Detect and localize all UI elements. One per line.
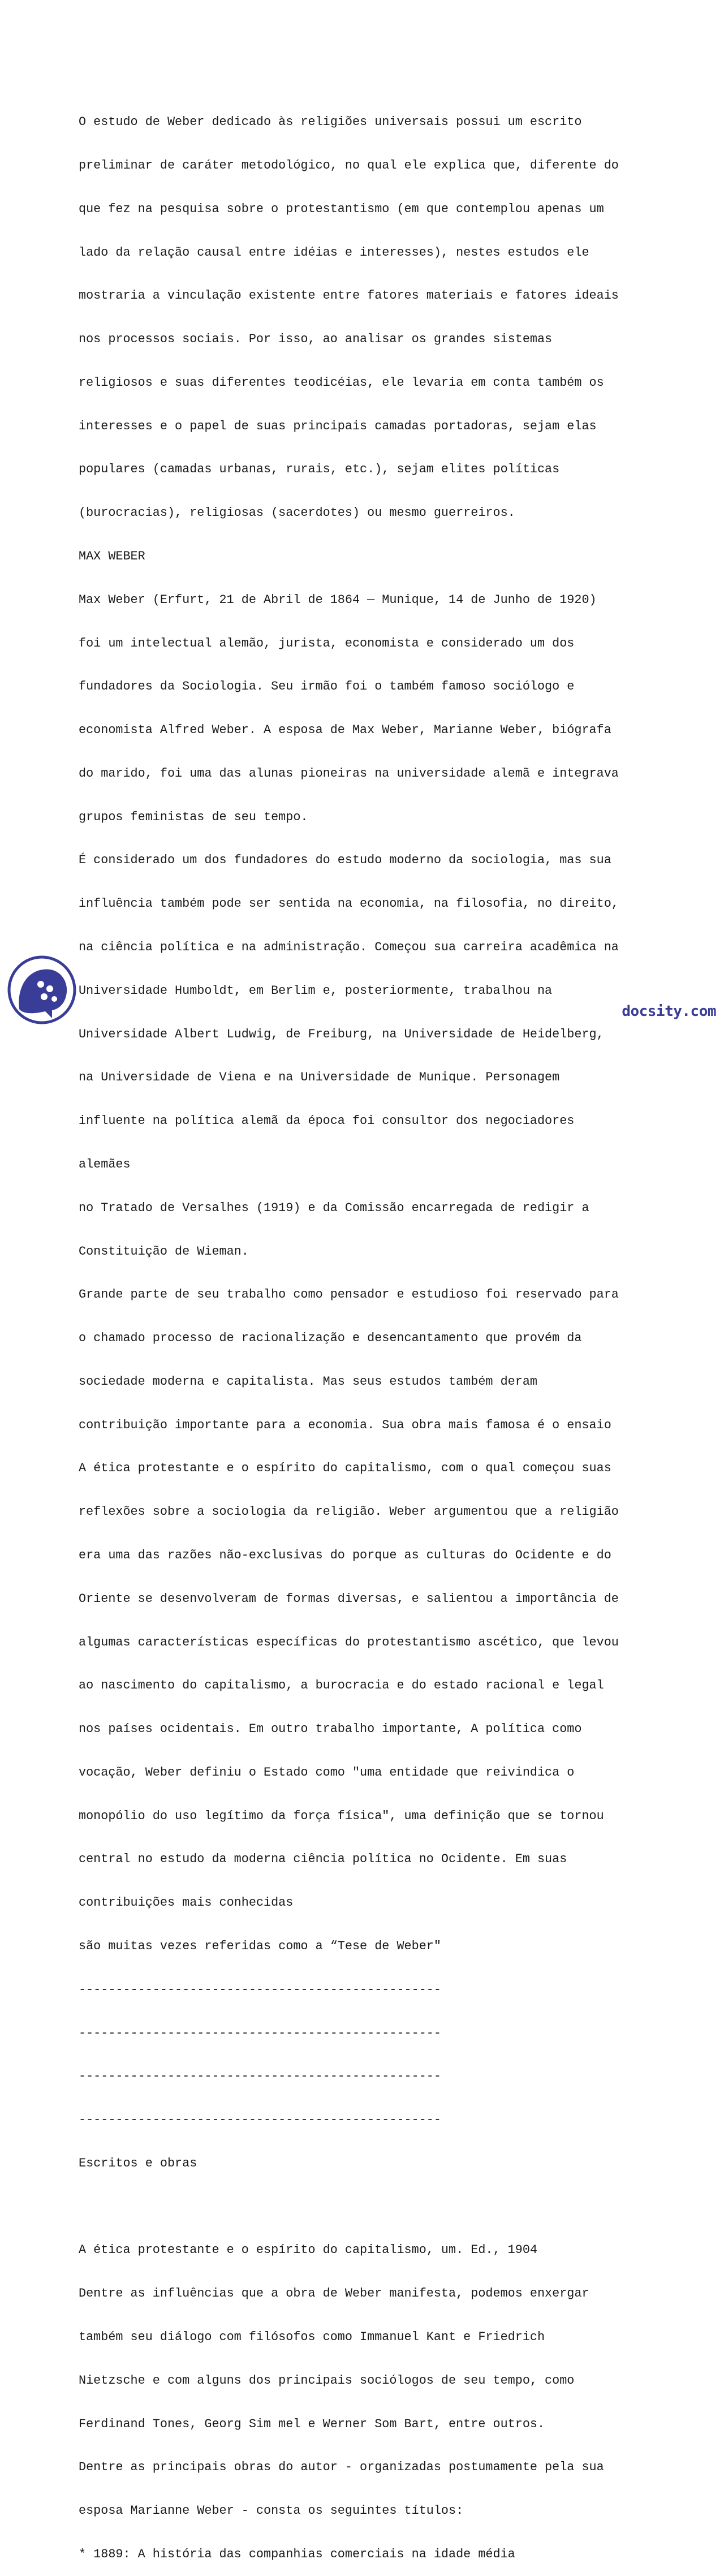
text-line: Nietzsche e com alguns dos principais sociólogos de seu tempo, como xyxy=(79,2373,575,2388)
text-line: influente na política alemã da época foi consultor dos negociadores xyxy=(79,1114,575,1128)
text-line: Oriente se desenvolveram de formas diversas, e salientou a importância de xyxy=(79,1591,619,1606)
text-line: mostraria a vinculação existente entre fatores materiais e fatores ideais xyxy=(79,288,619,303)
dash-separator: ------------------------------------------------- xyxy=(79,2113,441,2127)
text-line: foi um intelectual alemão, jurista, economista e considerado um dos xyxy=(79,636,575,651)
text-line: reflexões sobre a sociologia da religião. Weber argumentou que a religião xyxy=(79,1505,619,1519)
document-body xyxy=(79,86,706,2576)
text-line: que fez na pesquisa sobre o protestantismo (em que contemplou apenas um xyxy=(79,201,604,216)
text-line: lado da relação causal entre idéias e interesses), nestes estudos ele xyxy=(79,245,589,260)
text-line: central no estudo da moderna ciência política no Ocidente. Em suas xyxy=(79,1852,567,1867)
list-item: * 1889: A história das companhias comerciais na idade média xyxy=(79,2547,515,2561)
text-line: na Universidade de Viena e na Universidade de Munique. Personagem xyxy=(79,1070,560,1085)
text-line: nos países ocidentais. Em outro trabalho importante, A política como xyxy=(79,1722,582,1737)
text-line: fundadores da Sociologia. Seu irmão foi o também famoso sociólogo e xyxy=(79,679,575,694)
text-line: são muitas vezes referidas como a “Tese de Weber" xyxy=(79,1939,441,1953)
dash-separator: ------------------------------------------------- xyxy=(79,2069,441,2084)
text-line: Universidade Albert Ludwig, de Freiburg, na Universidade de Heidelberg, xyxy=(79,1027,604,1041)
text-line: Universidade Humboldt, em Berlim e, posteriormente, trabalhou na xyxy=(79,983,553,998)
dash-separator: ------------------------------------------------- xyxy=(79,2026,441,2040)
section-heading: Escritos e obras xyxy=(79,2156,197,2170)
text-line: A ética protestante e o espírito do capitalismo, um. Ed., 1904 xyxy=(79,2243,537,2258)
text-line: populares (camadas urbanas, rurais, etc.), sejam elites políticas xyxy=(79,462,560,477)
text-line: Constituição de Wieman. xyxy=(79,1244,249,1259)
text-line: Grande parte de seu trabalho como pensador e estudioso foi reservado para xyxy=(79,1287,619,1302)
text-line: contribuições mais conhecidas xyxy=(79,1896,294,1910)
text-line: era uma das razões não-exclusivas do porque as culturas do Ocidente e do xyxy=(79,1548,611,1562)
text-line: algumas características específicas do protestantismo ascético, que levou xyxy=(79,1635,619,1649)
text-line: grupos feministas de seu tempo. xyxy=(79,809,308,824)
section-heading: MAX WEBER xyxy=(79,549,145,563)
text-line: o chamado processo de racionalização e desencantamento que provém da xyxy=(79,1331,582,1346)
blank-line xyxy=(79,2200,706,2215)
text-line: Ferdinand Tones, Georg Sim mel e Werner Som Bart, entre outros. xyxy=(79,2416,545,2431)
text-line: Max Weber (Erfurt, 21 de Abril de 1864 — Munique, 14 de Junho de 1920) xyxy=(79,592,597,607)
text-line: ao nascimento do capitalismo, a burocracia e do estado racional e legal xyxy=(79,1678,604,1693)
text-line: Dentre as influências que a obra de Weber manifesta, podemos enxergar xyxy=(79,2286,589,2301)
text-line: economista Alfred Weber. A esposa de Max Weber, Marianne Weber, biógrafa xyxy=(79,723,611,738)
text-line: O estudo de Weber dedicado às religiões universais possui um escrito xyxy=(79,115,582,130)
text-line: religiosos e suas diferentes teodicéias, ele levaria em conta também os xyxy=(79,375,604,390)
text-line: É considerado um dos fundadores do estudo moderno da sociologia, mas sua xyxy=(79,853,611,868)
text-line: alemães xyxy=(79,1157,131,1171)
text-line: (burocracias), religiosas (sacerdotes) ou mesmo guerreiros. xyxy=(79,506,515,520)
text-line: A ética protestante e o espírito do capitalismo, com o qual começou suas xyxy=(79,1461,611,1476)
dash-separator: ------------------------------------------------- xyxy=(79,1982,441,1997)
text-line: preliminar de caráter metodológico, no qual ele explica que, diferente do xyxy=(79,158,619,173)
text-line: contribuição importante para a economia. Sua obra mais famosa é o ensaio xyxy=(79,1418,611,1432)
text-line: sociedade moderna e capitalista. Mas seus estudos também deram xyxy=(79,1374,537,1389)
text-line: também seu diálogo com filósofos como Immanuel Kant e Friedrich xyxy=(79,2330,545,2345)
text-line: interesses e o papel de suas principais camadas portadoras, sejam elas xyxy=(79,419,597,433)
text-line: na ciência política e na administração. Começou sua carreira acadêmica na xyxy=(79,940,619,955)
text-line: vocação, Weber definiu o Estado como "uma entidade que reivindica o xyxy=(79,1765,575,1780)
brand-wordmark[interactable]: docsity.com xyxy=(622,1003,716,1020)
text-line: monopólio do uso legítimo da força física", uma definição que se tornou xyxy=(79,1808,604,1823)
text-line: nos processos sociais. Por isso, ao analisar os grandes sistemas xyxy=(79,332,553,347)
docsity-logo-icon xyxy=(7,955,77,1025)
text-line: esposa Marianne Weber - consta os seguintes títulos: xyxy=(79,2504,464,2518)
text-line: influência também pode ser sentida na economia, na filosofia, no direito, xyxy=(79,897,619,911)
text-line: no Tratado de Versalhes (1919) e da Comissão encarregada de redigir a xyxy=(79,1200,589,1215)
text-line: Dentre as principais obras do autor - organizadas postumamente pela sua xyxy=(79,2460,604,2475)
text-line: do marido, foi uma das alunas pioneiras na universidade alemã e integrava xyxy=(79,766,619,781)
